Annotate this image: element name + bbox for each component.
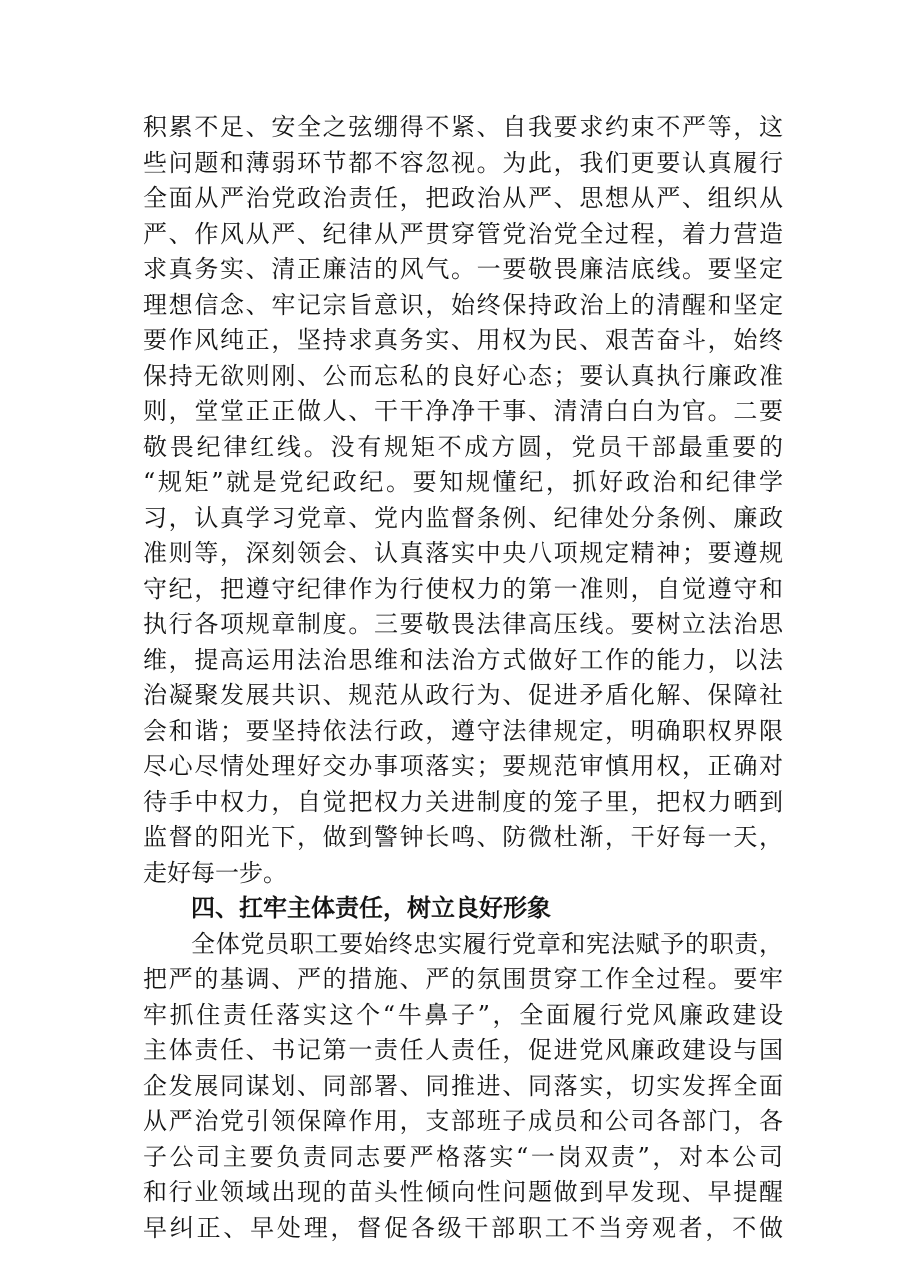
text-line: 尽心尽情处理好交办事项落实；要规范审慎用权，正确对 (143, 752, 783, 780)
text-line: 敬畏纪律红线。没有规矩不成方圆，党员干部最重要的 (143, 432, 783, 461)
text-line: 准则等，深刻领会、认真落实中央八项规定精神；要遵规 (143, 539, 783, 567)
text-line: 牢抓住责任落实这个“牛鼻子”，全面履行党风廉政建设 (143, 1000, 783, 1029)
section-heading: 四、扛牢主体责任，树立良好形象 (191, 894, 551, 922)
text-line: 则，堂堂正正做人、干干净净干事、清清白白为官。二要 (143, 397, 783, 425)
text-line: 把严的基调、严的措施、严的氛围贯穿工作全过程。要牢 (143, 965, 783, 993)
text-line: 要作风纯正，坚持求真务实、用权为民、艰苦奋斗，始终 (143, 326, 783, 354)
text-line: 企发展同谋划、同部署、同推进、同落实，切实发挥全面 (143, 1071, 783, 1100)
text-line: 走好每一步。 (143, 858, 287, 887)
text-line: 从严治党引领保障作用，支部班子成员和公司各部门，各 (143, 1107, 783, 1135)
text-line: 执行各项规章制度。三要敬畏法律高压线。要树立法治思 (143, 610, 783, 638)
text-line: 主体责任、书记第一责任人责任，促进党风廉政建设与国 (143, 1036, 783, 1064)
text-line: 习，认真学习党章、党内监督条例、纪律处分条例、廉政 (143, 503, 783, 532)
document-body (143, 110, 783, 1246)
text-line: 积累不足、安全之弦绷得不紧、自我要求约束不严等，这 (143, 113, 783, 141)
text-line: 监督的阳光下，做到警钟长鸣、防微杜渐，干好每一天， (143, 823, 783, 851)
text-line: 维，提高运用法治思维和法治方式做好工作的能力，以法 (143, 645, 783, 674)
text-line: 守纪，把遵守纪律作为行使权力的第一准则，自觉遵守和 (143, 574, 783, 603)
text-line: “规矩”就是党纪政纪。要知规懂纪，抓好政治和纪律学 (143, 468, 783, 496)
text-line: 全体党员职工要始终忠实履行党章和宪法赋予的职责， (191, 929, 783, 958)
text-line: 会和谐；要坚持依法行政，遵守法律规定，明确职权界限 (143, 716, 783, 745)
text-line: 早纠正、早处理，督促各级干部职工不当旁观者，不做 (143, 1213, 783, 1242)
text-line: 理想信念、牢记宗旨意识，始终保持政治上的清醒和坚定 (143, 290, 783, 319)
text-line: 严、作风从严、纪律从严贯穿管党治党全过程，着力营造 (143, 219, 783, 248)
text-line: 待手中权力，自觉把权力关进制度的笼子里，把权力晒到 (143, 787, 783, 816)
text-line: 治凝聚发展共识、规范从政行为、促进矛盾化解、保障社 (143, 681, 783, 709)
text-line: 些问题和薄弱环节都不容忽视。为此，我们更要认真履行 (143, 148, 783, 177)
text-line: 和行业领域出现的苗头性倾向性问题做到早发现、早提醒 (143, 1178, 783, 1206)
text-line: 全面从严治党政治责任，把政治从严、思想从严、组织从 (143, 184, 783, 212)
text-line: 求真务实、清正廉洁的风气。一要敬畏廉洁底线。要坚定 (143, 255, 783, 283)
text-line: 子公司主要负责同志要严格落实“一岗双责”，对本公司 (143, 1142, 783, 1171)
text-line: 保持无欲则刚、公而忘私的良好心态；要认真执行廉政准 (143, 361, 783, 390)
